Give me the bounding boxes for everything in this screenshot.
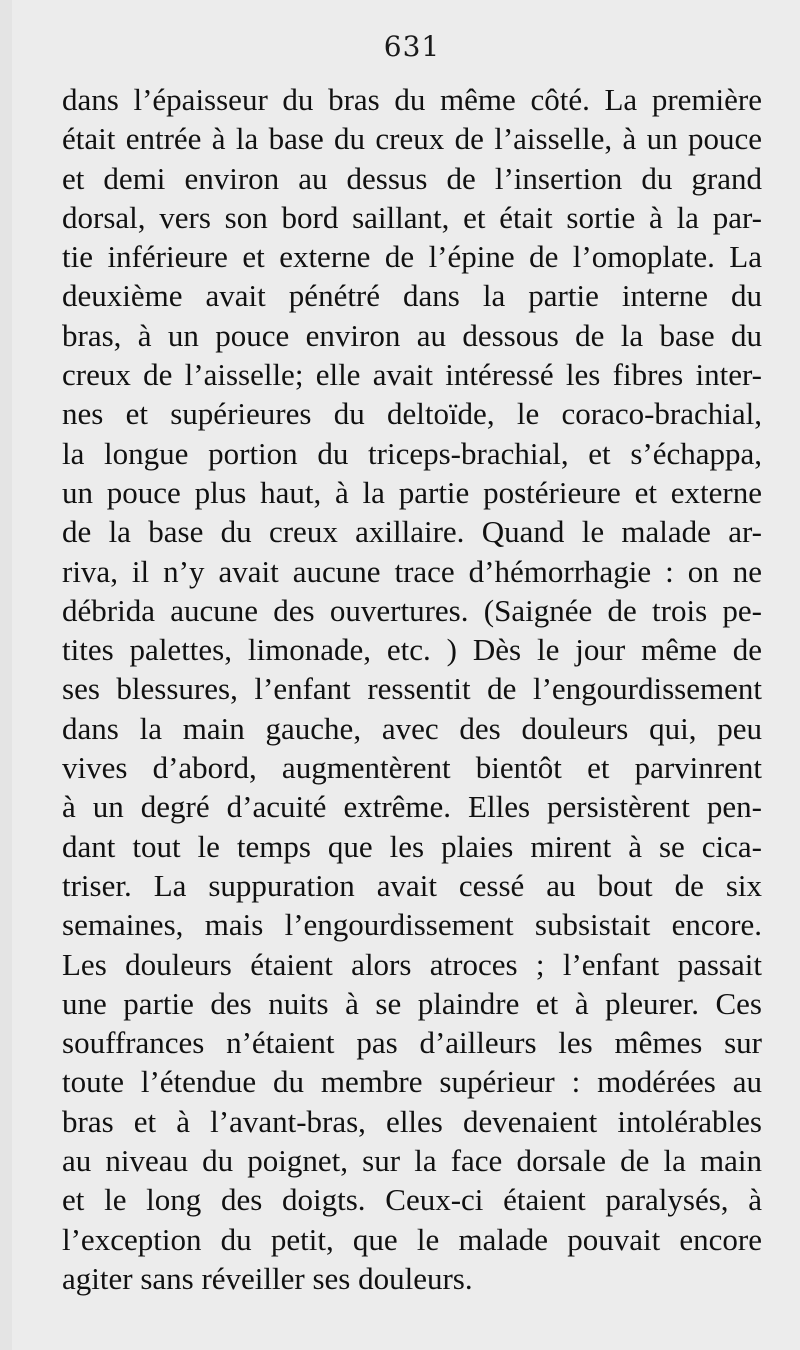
text-line: deuxième avait pénétré dans la partie interne du (62, 278, 762, 314)
text-line: et le long des doigts. Ceux-ci étaient paralysés, à (62, 1182, 762, 1218)
text-line: creux de l’aisselle; elle avait intéressé les fibres inter- (62, 357, 762, 393)
text-line: riva, il n’y avait aucune trace d’hémorrhagie : on ne (62, 553, 762, 589)
text-line: tites palettes, limonade, etc. ) Dès le jour même de (62, 632, 762, 668)
text-line: débrida aucune des ouvertures. (Saignée de trois pe- (62, 592, 762, 628)
text-line: était entrée à la base du creux de l’aisselle, à un pouce (62, 121, 762, 157)
page-number: 631 (383, 30, 441, 63)
text-line: à un degré d’acuité extrême. Elles persistèrent pen- (62, 789, 762, 825)
text-line: de la base du creux axillaire. Quand le malade ar- (62, 514, 762, 550)
text-line: vives d’abord, augmentèrent bientôt et parvinrent (62, 750, 762, 786)
text-line: bras et à l’avant-bras, elles devenaient intolérables (62, 1103, 762, 1139)
text-line: dorsal, vers son bord saillant, et était sortie à la par- (62, 199, 762, 235)
text-line: une partie des nuits à se plaindre et à pleurer. Ces (62, 985, 762, 1021)
body-text (62, 80, 762, 1298)
text-line: toute l’étendue du membre supérieur : modérées au (62, 1064, 762, 1100)
text-line: souffrances n’étaient pas d’ailleurs les mêmes sur (62, 1025, 762, 1061)
text-line: ses blessures, l’enfant ressentit de l’engourdissement (62, 671, 762, 707)
text-line: nes et supérieures du deltoïde, le coraco-brachial, (62, 396, 762, 432)
text-line: un pouce plus haut, à la partie postérieure et externe (62, 474, 762, 510)
text-line: Les douleurs étaient alors atroces ; l’enfant passait (62, 946, 762, 982)
text-line: et demi environ au dessus de l’insertion du grand (62, 160, 762, 196)
text-line: dant tout le temps que les plaies mirent à se cica- (62, 828, 762, 864)
text-line: dans l’épaisseur du bras du même côté. La première (62, 82, 762, 117)
text-line: triser. La suppuration avait cessé au bout de six (62, 867, 762, 903)
text-line: bras, à un pouce environ au dessous de la base du (62, 317, 762, 353)
text-line: la longue portion du triceps-brachial, et s’échappa, (62, 435, 762, 471)
text-line: agiter sans réveiller ses douleurs. (62, 1260, 473, 1296)
text-line: tie inférieure et externe de l’épine de l’omoplate. La (62, 239, 762, 275)
text-line: semaines, mais l’engourdissement subsistait encore. (62, 907, 762, 943)
text-line: dans la main gauche, avec des douleurs qui, peu (62, 710, 762, 746)
text-line: au niveau du poignet, sur la face dorsale de la main (62, 1143, 762, 1179)
text-line: l’exception du petit, que le malade pouvait encore (62, 1221, 762, 1257)
